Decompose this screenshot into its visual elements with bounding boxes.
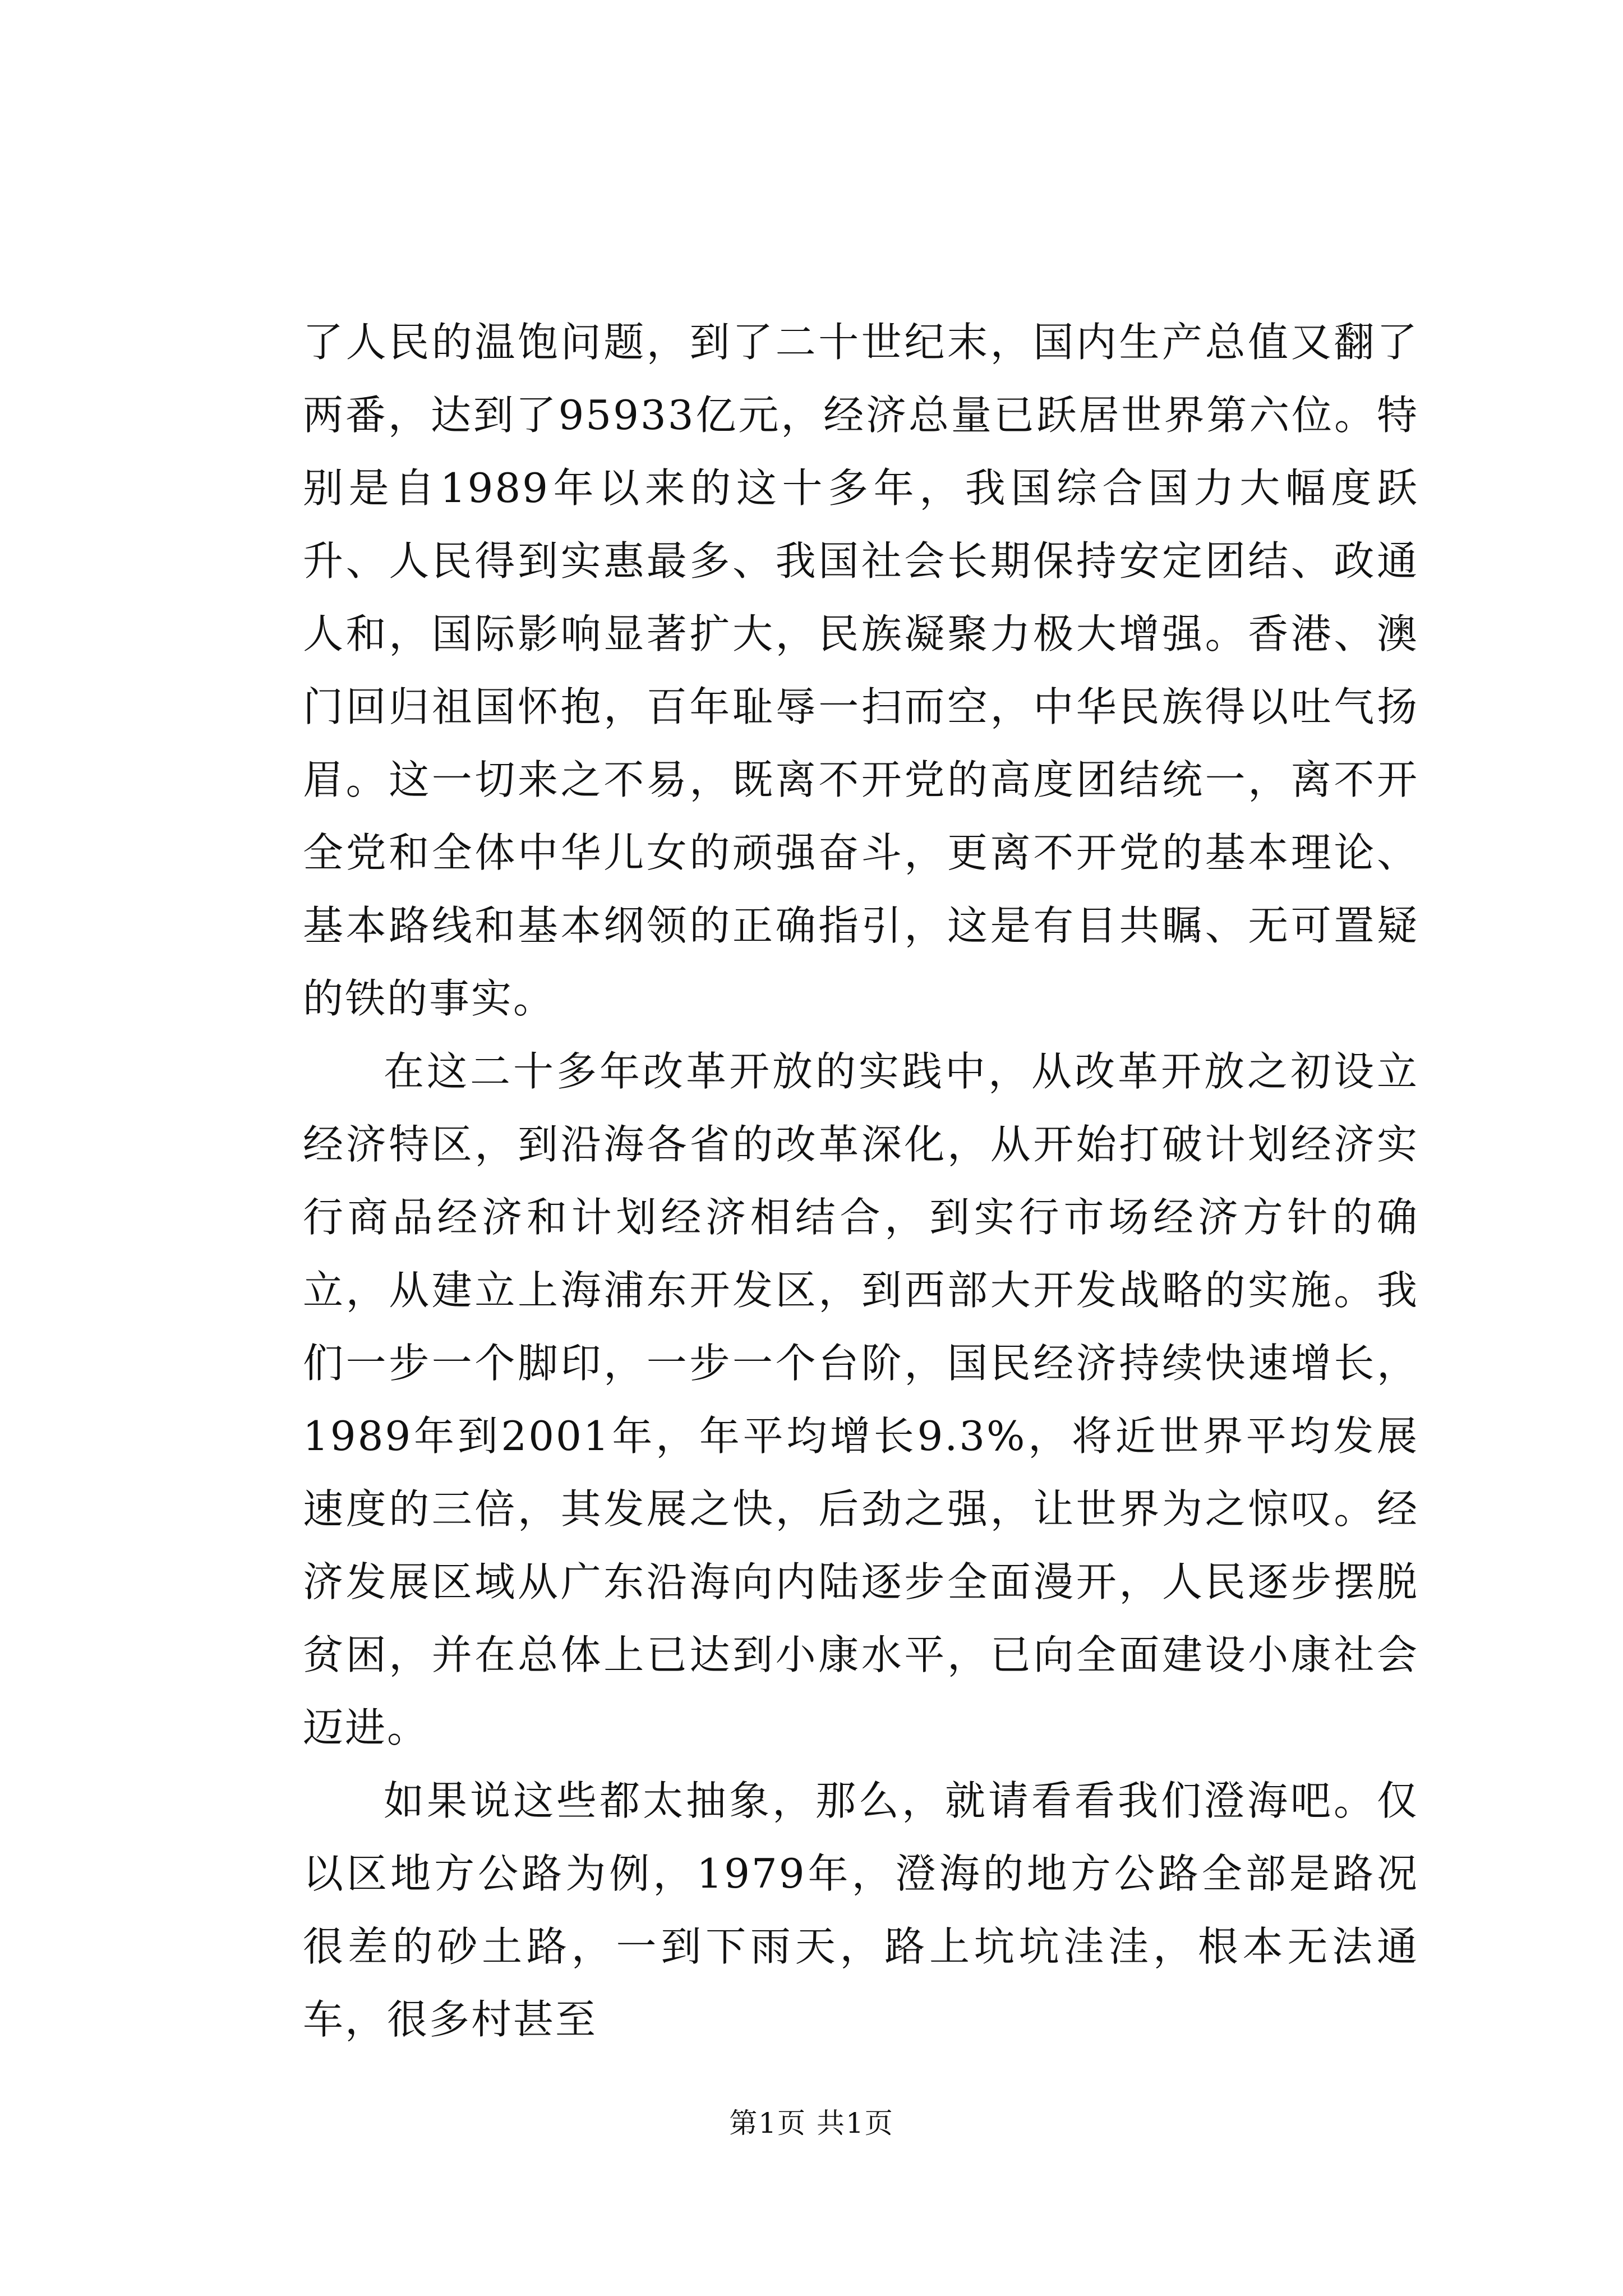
paragraph-2: 在这二十多年改革开放的实践中，从改革开放之初设立经济特区，到沿海各省的改革深化，从开始打破计划经济实行商品经济和计划经济相结合，到实行市场经济方针的确立，从建立上海浦东开发区，到西部大开发战略的实施。我们一步一个脚印，一步一个台阶，国民经济持续快速增长，1989年到2001年，年平均增长9.3%，将近世界平均发展速度的三倍，其发展之快，后劲之强，让世界为之惊叹。经济发展区域从广东沿海向内陆逐步全面漫开，人民逐步摆脱贫困，并在总体上已达到小康水平，已向全面建设小康社会迈进。 <box>303 1048 1419 1751</box>
paragraph-3: 如果说这些都太抽象，那么，就请看看我们澄海吧。仅以区地方公路为例，1979年，澄海的地方公路全部是路况很差的砂土路，一到下雨天，路上坑坑洼洼，根本无法通车，很多村甚至 <box>303 1777 1419 2043</box>
page-footer: 第1页 共1页 <box>729 2107 894 2139</box>
document-body <box>303 306 1419 2056</box>
paragraph-1: 了人民的温饱问题，到了二十世纪末，国内生产总值又翻了两番，达到了95933亿元，经济总量已跃居世界第六位。特别是自1989年以来的这十多年，我国综合国力大幅度跃升、人民得到实惠最多、我国社会长期保持安定团结、政通人和，国际影响显著扩大，民族凝聚力极大增强。香港、澳门回归祖国怀抱，百年耻辱一扫而空，中华民族得以吐气扬眉。这一切来之不易，既离不开党的高度团结统一，离不开全党和全体中华儿女的顽强奋斗，更离不开党的基本理论、基本路线和基本纲领的正确指引，这是有目共瞩、无可置疑的铁的事实。 <box>303 319 1419 1022</box>
